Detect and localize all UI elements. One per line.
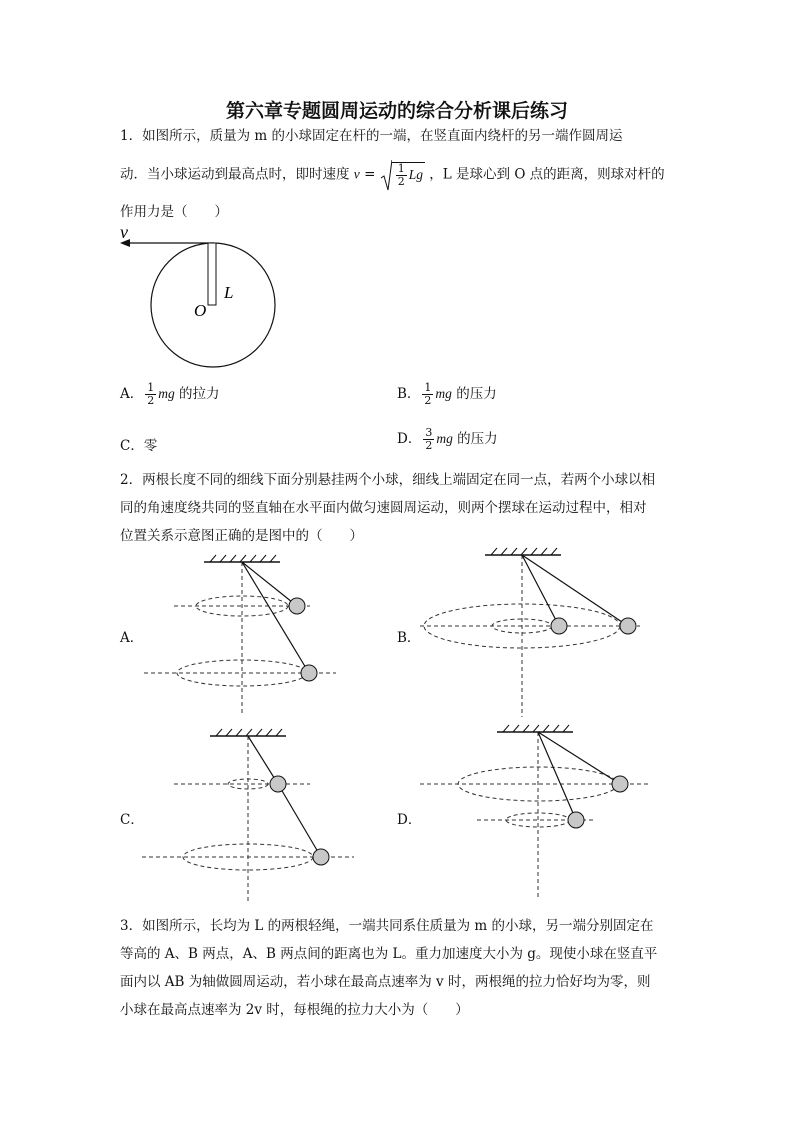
- ball-icon: [289, 598, 305, 614]
- option-expr: mg: [435, 386, 452, 401]
- q2-figure-a[interactable]: [140, 550, 350, 720]
- q2-line-3: 位置关系示意图正确的是图中的（ ）: [120, 528, 363, 544]
- q1-line-2-prefix: 动．当小球运动到最高点时，即时速度: [120, 166, 350, 183]
- fraction-numerator: 1: [147, 381, 155, 394]
- fraction-denominator: 2: [424, 394, 432, 407]
- option-fraction: [423, 427, 434, 452]
- option-letter: A．: [120, 386, 144, 402]
- option-expr: mg: [436, 431, 453, 446]
- option-letter: D．: [397, 431, 422, 447]
- q3-line-2: 等高的 A、B 两点，A、B 两点间的距离也为 L。重力加速度大小为 g。现使小球在竖直平: [120, 946, 658, 962]
- option-fraction: [145, 382, 156, 407]
- fraction-denominator: 2: [425, 439, 433, 452]
- option-text: 的压力: [456, 386, 497, 402]
- q2-option-d-label[interactable]: D．: [397, 812, 422, 828]
- option-letter: C．: [120, 438, 144, 454]
- length-label: L: [224, 283, 234, 302]
- q1-option-b[interactable]: [397, 382, 497, 407]
- q2-option-c-label[interactable]: C．: [120, 812, 144, 828]
- fraction-numerator: 3: [425, 426, 433, 439]
- q1-figure: [110, 222, 290, 372]
- q2-figure-b[interactable]: [415, 545, 645, 720]
- q2-option-a-label[interactable]: A．: [120, 630, 144, 646]
- q2-figure-d[interactable]: [415, 722, 655, 900]
- fraction-numerator: 1: [424, 381, 432, 394]
- formula-fraction: [396, 163, 407, 188]
- q2-option-b-label[interactable]: B．: [397, 630, 421, 646]
- ball-icon: [568, 812, 584, 828]
- page-title: 第六章专题圆周运动的综合分析课后练习: [225, 100, 568, 122]
- option-text: 的压力: [457, 431, 498, 447]
- formula-lg: Lg: [408, 167, 423, 182]
- ball-icon: [270, 776, 286, 792]
- q1-line-3: 作用力是（ ）: [120, 204, 228, 220]
- q3-line-1: 3．如图所示，长均为 L 的两根轻绳，一端共同系住质量为 m 的小球，另一端分别固定在: [120, 918, 654, 934]
- option-text: 的拉力: [179, 386, 220, 402]
- q2-line-1: 2．两根长度不同的细线下面分别悬挂两个小球，细线上端固定在同一点，若两个小球以相: [120, 472, 656, 488]
- fraction-numerator: 1: [397, 162, 405, 175]
- fraction-denominator: 2: [147, 394, 155, 407]
- q1-line-1: 1．如图所示，质量为 m 的小球固定在杆的一端，在竖直面内绕杆的另一端作圆周运: [120, 128, 623, 144]
- option-text: 零: [143, 438, 158, 454]
- rod: [208, 243, 216, 305]
- option-fraction: [422, 382, 433, 407]
- center-label: O: [194, 301, 207, 320]
- q1-line-2: [120, 158, 665, 192]
- sqrt-sign-icon: [380, 158, 392, 192]
- q3-line-4: 小球在最高点速率为 2v 时，每根绳的拉力大小为（ ）: [120, 1002, 469, 1018]
- q2-line-2: 同的角速度绕共同的竖直轴在水平面内做匀速圆周运动，则两个摆球在运动过程中，相对: [120, 500, 647, 516]
- formula-equals: =: [364, 166, 376, 183]
- q3-line-3: 面内以 AB 为轴做圆周运动，若小球在最高点速率为 v 时，两根绳的拉力恰好均为零，则: [120, 974, 651, 990]
- ball-icon: [551, 618, 567, 634]
- ball-icon: [612, 776, 628, 792]
- formula-v: v: [353, 166, 360, 182]
- q1-option-a[interactable]: [120, 382, 220, 407]
- sqrt-content: [392, 162, 425, 188]
- option-expr: mg: [158, 386, 175, 401]
- velocity-label: v: [120, 222, 128, 242]
- q1-line-2-suffix: ，L 是球心到 O 点的距离，则球对杆的: [429, 166, 665, 183]
- q1-option-d[interactable]: [397, 427, 498, 452]
- q2-figure-c[interactable]: [140, 728, 365, 906]
- fraction-denominator: 2: [397, 175, 405, 188]
- option-letter: B．: [397, 386, 421, 402]
- ball-icon: [313, 849, 329, 865]
- ball-icon: [620, 618, 636, 634]
- q1-option-c[interactable]: [120, 434, 157, 454]
- ball-icon: [301, 665, 317, 681]
